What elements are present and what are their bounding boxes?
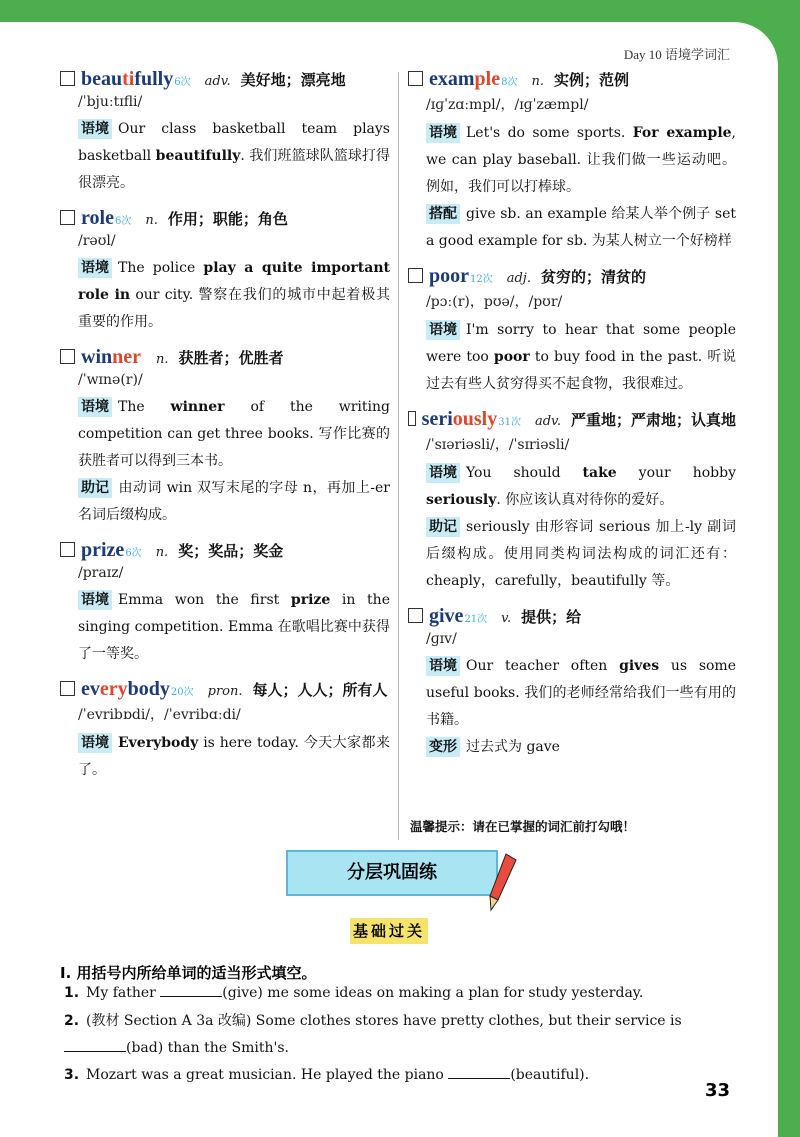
frequency-count: 12次 (470, 274, 493, 285)
context-tag: 语境 (426, 123, 460, 143)
part-of-speech: pron. (207, 684, 243, 699)
example-part: . 我们班篮球队篮球打得很漂亮。 (78, 148, 390, 191)
example-part: prize (290, 592, 331, 608)
subsection-heading: 基础过关 (350, 918, 428, 944)
example-part: Our teacher often (466, 658, 620, 674)
headword: prize (81, 539, 125, 561)
instruction: Ⅰ. 用括号内所给单词的适当形式填空。 (60, 964, 317, 982)
frequency-count: 6次 (174, 77, 191, 88)
word-form: 变形 过去式为 gave (426, 734, 736, 761)
example-part: I'm sorry to hear that some people were too (426, 322, 736, 365)
checkbox[interactable] (60, 542, 75, 557)
meaning: 美好地；漂亮地 (240, 71, 346, 89)
answer-blank[interactable] (448, 1064, 510, 1079)
right-column (408, 68, 736, 771)
phonetic: /ˈwɪnə(r)/ (78, 372, 143, 388)
tip-text: 温馨提示：请在已掌握的词汇前打勾哦！ (410, 819, 636, 834)
part-of-speech: n. (155, 545, 169, 560)
vocab-entry (408, 68, 736, 255)
example-sentence (78, 587, 390, 668)
headword: example (429, 68, 501, 90)
example-part: to buy food in the past. 听说过去有些人贫穷得买不起食物，我很难过。 (426, 349, 736, 392)
example-sentence (78, 116, 390, 197)
memory-tag: 助记 (426, 517, 460, 537)
context-tag: 语境 (426, 463, 460, 483)
memory-tag: 助记 (78, 478, 112, 498)
question-3: 3. Mozart was a great musician. He played the piano (beautiful). (64, 1062, 744, 1089)
meaning: 获胜者；优胜者 (178, 349, 284, 367)
frequency-count: 8次 (501, 77, 518, 88)
meaning: 严重地；严肃地；认真地 (570, 411, 736, 429)
column-divider (398, 72, 399, 840)
vocab-entry (408, 605, 736, 761)
answer-blank[interactable] (64, 1037, 126, 1052)
example-part: is here today. 今天大家都来了。 (78, 735, 390, 778)
example-part: take (582, 465, 617, 481)
question-2: 2. (教材 Section A 3a 改编) Some clothes stores have pretty clothes, but their service is (bad) than the Smith's. (64, 1013, 682, 1056)
meaning: 提供；给 (521, 608, 582, 626)
example-part: us some useful books. 我们的老师经常给我们一些有用的书籍。 (426, 658, 736, 728)
headword: poor (429, 265, 469, 287)
headword: beautifully (81, 68, 174, 90)
example-part: in the singing competition. Emma 在歌唱比赛中获得了一等奖。 (78, 592, 390, 662)
example-sentence (78, 255, 390, 336)
context-tag: 语境 (426, 320, 460, 340)
context-tag: 语境 (78, 258, 112, 278)
example-part: winner (170, 399, 225, 415)
example-part: , we can play baseball. 让我们做一些运动吧。例如，我们可以打棒球。 (426, 125, 736, 195)
example-part: of the writing competition can get three books. 写作比赛的获胜者可以得到三本书。 (78, 399, 390, 469)
example-part: play a quite important role in (78, 260, 390, 303)
checkbox[interactable] (60, 349, 75, 364)
frequency-count: 31次 (498, 417, 521, 428)
part-of-speech: v. (501, 611, 512, 626)
example-part: our city. 警察在我们的城市中起着极其重要的作用。 (78, 287, 390, 330)
example-part: The police (118, 260, 204, 276)
example-part: For example (632, 125, 732, 141)
example-part: Let's do some sports. (466, 125, 633, 141)
answer-blank[interactable] (160, 982, 222, 997)
vocab-entry (60, 539, 390, 668)
vocab-entry (60, 346, 390, 529)
collocation: 搭配 give sb. an example 给某人举个例子 set a good example for sb. 为某人树立一个好榜样 (426, 206, 736, 249)
example-sentence (78, 730, 390, 784)
example-part: You should (466, 465, 583, 481)
context-tag: 语境 (426, 656, 460, 676)
page-number: 33 (704, 1080, 730, 1101)
part-of-speech: n. (145, 213, 158, 228)
example-part: Emma won the first (118, 592, 291, 608)
context-tag: 语境 (78, 397, 112, 417)
checkbox[interactable] (408, 268, 423, 283)
context-tag: 语境 (78, 119, 112, 139)
form-tag: 变形 (426, 737, 460, 757)
phonetic: /ˈsɪəriəsli/，/ˈsɪriəsli/ (426, 437, 570, 453)
phonetic: /ˈbjuːtɪfli/ (78, 94, 143, 110)
pencil-icon (488, 850, 518, 914)
headword: everybody (81, 678, 170, 700)
example-sentence (426, 317, 736, 398)
checkbox[interactable] (408, 71, 423, 86)
headword: seriously (421, 408, 498, 430)
vocab-entry (60, 207, 390, 336)
example-sentence (426, 460, 736, 514)
part-of-speech: adj. (506, 271, 531, 286)
vocab-entry (408, 265, 736, 398)
headword: role (81, 207, 114, 229)
example-part: seriously (426, 492, 497, 508)
example-part: The (118, 399, 171, 415)
meaning: 贫穷的；清贫的 (540, 268, 646, 286)
vocab-entry (408, 408, 736, 595)
left-column (60, 68, 390, 794)
phonetic: /praɪz/ (78, 565, 124, 581)
checkbox[interactable] (60, 71, 75, 86)
frequency-count: 21次 (464, 614, 488, 625)
checkbox[interactable] (60, 210, 75, 225)
checkbox[interactable] (408, 608, 423, 623)
phonetic: /ˈevribɒdi/，/ˈevribɑːdi/ (78, 707, 241, 723)
collocation-tag: 搭配 (426, 204, 460, 224)
checkbox[interactable] (408, 411, 416, 426)
example-sentence (78, 394, 390, 475)
section-banner: 分层巩固练 (286, 850, 498, 896)
example-part: Everybody (118, 735, 199, 751)
phonetic: /rəʊl/ (78, 233, 116, 249)
meaning: 奖；奖品；奖金 (178, 542, 284, 560)
part-of-speech: adv. (534, 414, 561, 429)
part-of-speech: n. (531, 74, 544, 89)
meaning: 每人；人人；所有人 (252, 681, 388, 699)
memory-aid: 助记 由动词 win 双写末尾的字母 n，再加上-er 名词后缀构成。 (78, 480, 390, 523)
frequency-count: 20次 (170, 687, 194, 698)
page-header: Day 10 语境学词汇 (623, 47, 730, 62)
phonetic: /ɪɡˈzɑːmpl/，/ɪɡˈzæmpl/ (426, 97, 589, 113)
context-tag: 语境 (78, 733, 112, 753)
headword: give (429, 605, 464, 627)
example-part: beautifully (155, 148, 241, 164)
example-part: poor (493, 349, 530, 365)
question-1: 1. My father (give) me some ideas on making a plan for study yesterday. (64, 980, 744, 1007)
example-part: Our class basketball team plays basketball (78, 121, 390, 164)
example-sentence (426, 653, 736, 734)
example-part: gives (619, 658, 660, 674)
headword: winner (81, 346, 142, 368)
meaning: 作用；职能；角色 (167, 210, 288, 228)
example-part: your hobby (616, 465, 736, 481)
frequency-count: 6次 (114, 216, 132, 227)
checkbox[interactable] (60, 681, 75, 696)
frequency-count: 6次 (125, 548, 142, 559)
workbook-page (0, 22, 778, 1137)
vocab-entry (60, 68, 390, 197)
part-of-speech: adv. (204, 74, 231, 89)
part-of-speech: n. (156, 352, 169, 367)
phonetic: /ɡɪv/ (426, 631, 457, 647)
example-sentence (426, 120, 736, 201)
memory-aid: 助记 seriously 由形容词 serious 加上-ly 副词后缀构成。使用同类构词法构成的词汇还有：cheaply，carefully，beautifully 等。 (426, 519, 736, 589)
phonetic: /pɔː(r)，pʊə/，/pʊr/ (426, 294, 563, 310)
example-part: . 你应该认真对待你的爱好。 (496, 492, 674, 508)
context-tag: 语境 (78, 590, 112, 610)
meaning: 实例；范例 (554, 71, 630, 89)
vocab-entry (60, 678, 390, 784)
